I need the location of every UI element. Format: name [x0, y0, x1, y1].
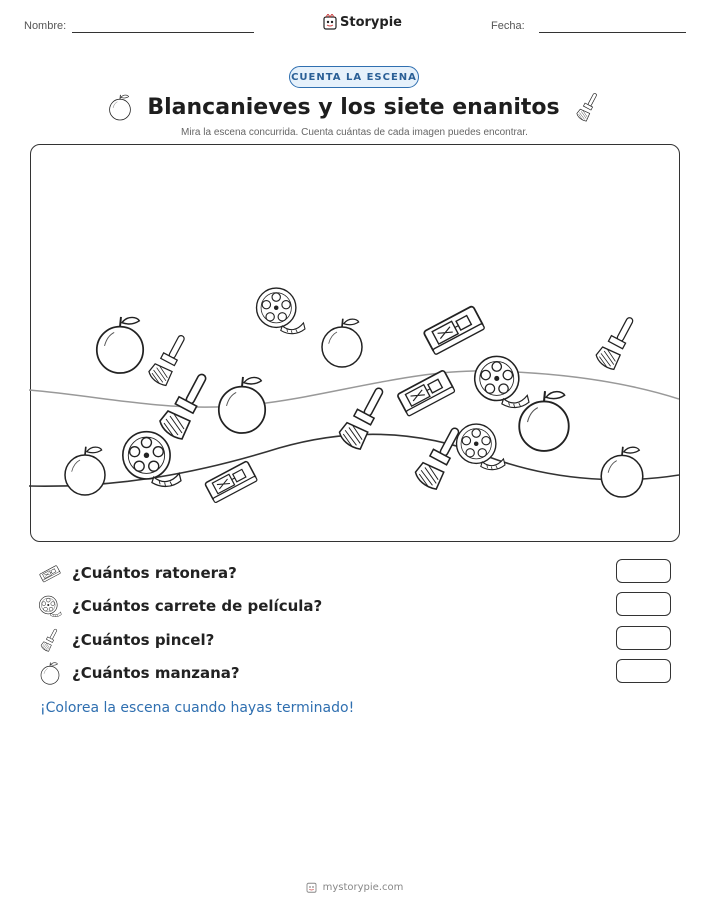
question-film-reel [38, 592, 678, 620]
mousetrap-icon [423, 306, 485, 355]
apple-icon [97, 317, 143, 373]
question-paintbrush [38, 626, 678, 654]
question-apple [38, 659, 678, 687]
question-text: ¿Cuántos ratonera? [72, 564, 237, 582]
answer-box-apple[interactable] [616, 659, 671, 683]
scene-illustration [29, 143, 679, 541]
site-footer [0, 881, 709, 893]
page-title: Blancanieves y los siete enanitos [147, 94, 560, 120]
site-url[interactable]: mystorypie.com [322, 881, 404, 893]
mousetrap-icon [205, 461, 258, 503]
name-label: Nombre: [24, 20, 67, 32]
apple-icon [107, 93, 133, 121]
film-reel-icon [123, 432, 181, 487]
question-text: ¿Cuántos carrete de película? [72, 597, 323, 615]
activity-badge: CUENTA LA ESCENA [289, 66, 419, 88]
paintbrush-icon [574, 92, 602, 122]
instructions: Mira la escena concurrida. Cuenta cuántas de cada imagen puedes encontrar. [181, 127, 528, 138]
page-title-row [0, 92, 709, 127]
answer-box-film-reel[interactable] [616, 592, 671, 616]
paintbrush-icon [339, 387, 383, 449]
paintbrush-icon [38, 628, 62, 652]
question-text: ¿Cuántos pincel? [72, 631, 215, 649]
film-reel-icon [38, 594, 62, 618]
paintbrush-icon [415, 427, 459, 489]
mousetrap-icon [397, 370, 455, 416]
storypie-logo-icon [306, 881, 317, 893]
storypie-logo-icon [323, 14, 337, 30]
apple-icon [65, 447, 105, 495]
name-field[interactable] [72, 32, 254, 33]
paintbrush-icon [149, 335, 185, 386]
apple-icon [219, 377, 265, 433]
mousetrap-icon [38, 561, 62, 585]
answer-box-paintbrush[interactable] [616, 626, 671, 650]
film-reel-icon [257, 288, 305, 334]
counting-scene [30, 144, 680, 542]
date-field[interactable] [539, 32, 686, 33]
film-reel-icon [457, 424, 505, 470]
brand-logo [323, 14, 402, 30]
film-reel-icon [475, 356, 529, 407]
apple-icon [38, 661, 62, 685]
question-mousetrap [38, 559, 678, 587]
coloring-note: ¡Colorea la escena cuando hayas terminado! [40, 700, 355, 716]
answer-box-mousetrap[interactable] [616, 559, 671, 583]
brand-name: Storypie [340, 14, 402, 30]
apple-icon [322, 319, 362, 367]
question-text: ¿Cuántos manzana? [72, 664, 240, 682]
apple-icon [601, 447, 643, 497]
paintbrush-icon [596, 317, 634, 370]
date-label: Fecha: [491, 20, 525, 32]
